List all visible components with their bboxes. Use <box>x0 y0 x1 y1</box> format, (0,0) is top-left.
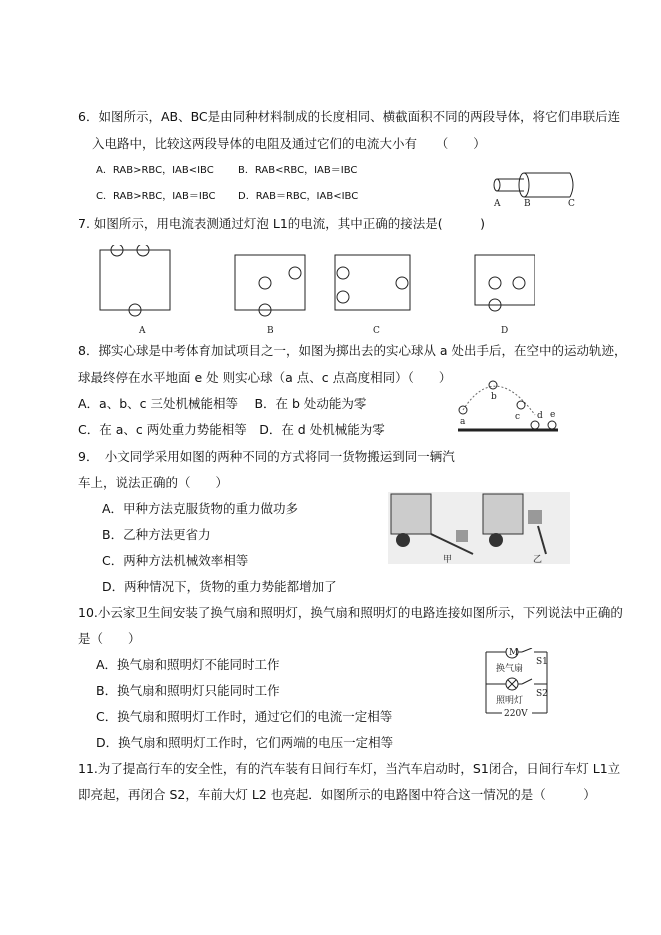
q10-text-2: 是（ ） <box>78 631 141 646</box>
fan-lamp-circuit-figure <box>444 648 554 718</box>
q9-option-c: C．两种方法机械效率相等 <box>102 553 249 568</box>
q10-option-b: B．换气扇和照明灯只能同时工作 <box>96 683 280 698</box>
svg-text:M: M <box>509 648 519 658</box>
lamp-label: 照明灯 <box>496 696 524 706</box>
q8-option-cd: C．在 a、c 两处重力势能相等 D．在 d 处机械能为零 <box>78 422 385 437</box>
svg-text:c: c <box>515 412 521 422</box>
q11-text-1: 11.为了提高行车的安全性，有的汽车装有日间行车灯，当汽车启动时，S1闭合，日间行车灯 L1立 <box>78 761 621 776</box>
svg-text:B: B <box>524 199 531 208</box>
ball-trajectory-figure <box>455 375 560 437</box>
circuit-label-a: A <box>139 326 146 336</box>
q9-option-d: D．两种情况下，货物的重力势能都增加了 <box>102 579 337 594</box>
circuit-label-c: C <box>373 326 380 336</box>
q6-text-1: 6．如图所示，AB、BC是由同种材料制成的长度相同、横截面积不同的两段导体，将它们串联后连 <box>78 109 621 124</box>
q6-option-a: A．RAB>RBC，IAB<IBC <box>96 165 214 176</box>
q6-option-c: C．RAB>RBC，IAB＝IBC <box>96 191 216 202</box>
q7-text: 7. 如图所示，用电流表测通过灯泡 L1的电流，其中正确的接法是( ) <box>78 216 486 231</box>
q9-text-1: 9． 小文同学采用如图的两种不同的方式将同一货物搬运到同一辆汽 <box>78 449 455 464</box>
q8-text-1: 8．掷实心球是中考体育加试项目之一，如图为掷出去的实心球从 a 处出手后，在空中的运动轨迹， <box>78 343 627 358</box>
conductor-figure <box>488 160 578 208</box>
q6-option-b: B．RAB<RBC，IAB＝IBC <box>238 165 358 176</box>
q9-text-2: 车上，说法正确的（ ） <box>78 475 229 490</box>
q10-option-a: A．换气扇和照明灯不能同时工作 <box>96 657 280 672</box>
svg-text:A: A <box>494 199 501 208</box>
svg-text:a: a <box>460 417 466 427</box>
fan-label: 换气扇 <box>496 664 524 674</box>
truck-loading-figure <box>388 492 570 564</box>
q9-option-b: B．乙种方法更省力 <box>102 527 211 542</box>
circuit-label-d: D <box>501 326 509 336</box>
q10-option-c: C．换气扇和照明灯工作时，通过它们的电流一定相等 <box>96 709 393 724</box>
svg-text:d: d <box>537 411 543 421</box>
q7-circuits-figure <box>95 245 535 340</box>
svg-text:甲: 甲 <box>443 555 453 564</box>
q10-option-d: D．换气扇和照明灯工作时，它们两端的电压一定相等 <box>96 735 394 750</box>
q8-text-2: 球最终停在水平地面 e 处 则实心球（a 点、c 点高度相同）（ ） <box>78 370 452 385</box>
svg-text:e: e <box>550 410 556 420</box>
svg-text:S2: S2 <box>536 689 548 699</box>
voltage-label: 220V <box>504 709 528 718</box>
svg-text:S1: S1 <box>536 657 548 667</box>
q10-text-1: 10.小云家卫生间安装了换气扇和照明灯，换气扇和照明灯的电路连接如图所示，下列说法中正确的 <box>78 605 623 620</box>
q9-option-a: A．甲种方法克服货物的重力做功多 <box>102 501 299 516</box>
svg-text:乙: 乙 <box>533 555 543 564</box>
q8-option-ab: A．a、b、c 三处机械能相等 B．在 b 处动能为零 <box>78 396 367 411</box>
q6-text-2: 入电路中，比较这两段导体的电阻及通过它们的电流大小有 （ ） <box>92 136 486 151</box>
q11-text-2: 即亮起，再闭合 S2，车前大灯 L2 也亮起．如图所示的电路图中符合这一情况的是（ ） <box>78 787 596 802</box>
svg-text:C: C <box>568 199 575 208</box>
q6-option-d: D．RAB＝RBC，IAB<IBC <box>238 191 359 202</box>
circuit-label-b: B <box>267 326 274 336</box>
svg-text:b: b <box>491 392 497 402</box>
